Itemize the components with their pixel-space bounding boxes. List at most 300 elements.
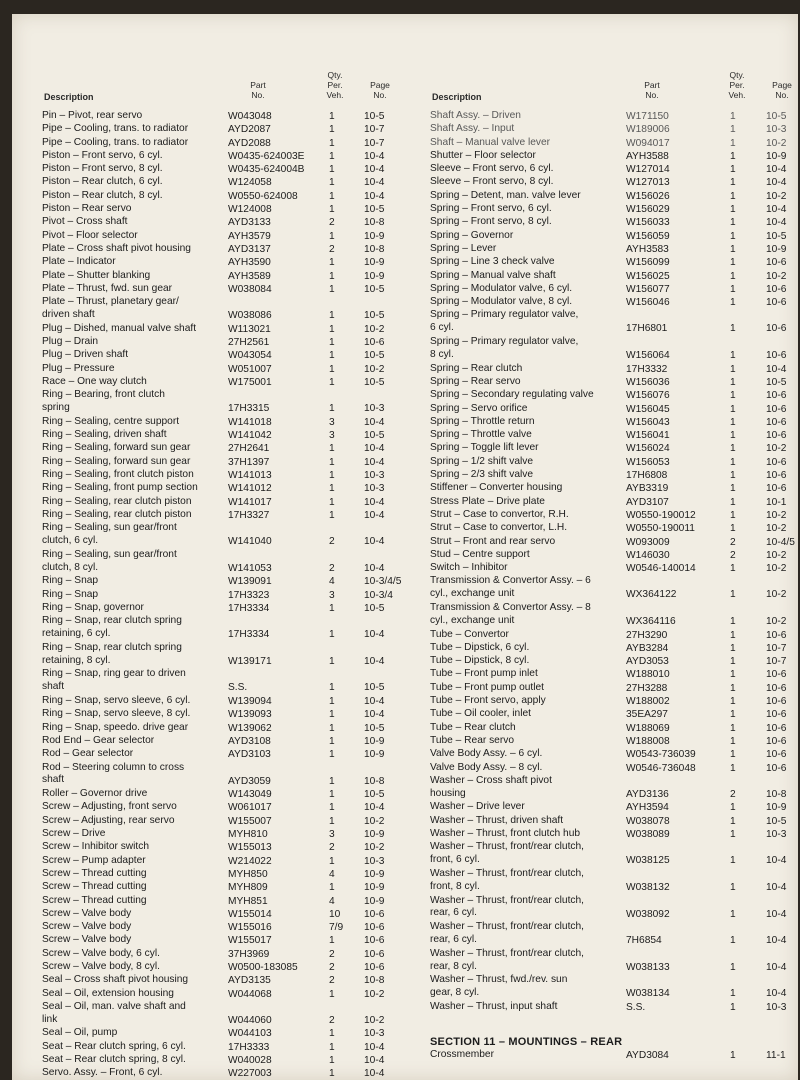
quantity: 1	[329, 1055, 335, 1067]
part-description: Roller – Governor drive	[42, 788, 148, 800]
page-number: 10-9	[364, 882, 385, 894]
page-number: 10-6	[364, 908, 385, 920]
part-description: Plate – Shutter blanking	[42, 269, 151, 281]
page-number: 10-9	[766, 243, 787, 255]
table-row	[42, 150, 414, 163]
part-number: S.S.	[626, 1001, 646, 1013]
table-row	[42, 469, 414, 482]
quantity: 3	[329, 589, 335, 601]
part-number: W038092	[626, 908, 670, 920]
part-description: Washer – Thrust, front/rear clutch, rear, 8 cyl.	[430, 947, 585, 972]
quantity: 1	[329, 709, 335, 721]
part-number: W156099	[626, 257, 670, 269]
part-description: Seal – Oil, extension housing	[42, 987, 174, 999]
quantity: 1	[730, 323, 736, 335]
page-number: 10-5	[364, 310, 385, 322]
part-description: Tube – Convertor	[430, 628, 509, 640]
table-row	[430, 642, 798, 655]
part-description: Seal – Oil, man. valve shaft and link	[42, 1000, 186, 1025]
quantity: 1	[730, 124, 736, 136]
part-description: Washer – Drive lever	[430, 801, 525, 813]
page-number: 10-6	[766, 735, 787, 747]
part-number: W038134	[626, 988, 670, 1000]
page-number: 10-6	[766, 257, 787, 269]
part-number: W113021	[228, 323, 271, 335]
table-row	[430, 948, 798, 975]
quantity: 2	[329, 1014, 335, 1026]
part-number: W038078	[626, 815, 670, 827]
table-row	[430, 442, 798, 455]
quantity: 1	[329, 749, 335, 761]
part-number: 37H1397	[228, 456, 270, 468]
quantity: 1	[730, 416, 736, 428]
part-description: Strut – Case to convertor, R.H.	[430, 508, 569, 520]
page-no-header: Page No.	[772, 80, 792, 100]
part-number: AYH3594	[626, 802, 669, 814]
table-row	[430, 868, 798, 895]
page-number: 10-6	[766, 390, 787, 402]
quantity: 1	[730, 111, 736, 122]
table-row	[42, 961, 414, 974]
table-row	[430, 722, 798, 735]
page-number: 10-2	[766, 589, 787, 601]
table-row	[430, 203, 798, 216]
section-spacer	[430, 1014, 798, 1036]
part-number: W156026	[626, 190, 670, 202]
part-number: 17H3327	[228, 509, 270, 521]
part-number: 35EA297	[626, 709, 668, 721]
part-description: Rod End – Gear selector	[42, 734, 155, 746]
part-number: AYD3103	[228, 749, 271, 761]
quantity: 1	[329, 150, 335, 162]
part-number: W0543-736039	[626, 749, 696, 761]
page-number: 10-4	[364, 416, 385, 428]
quantity: 1	[730, 815, 736, 827]
page-number: 10-4	[364, 696, 385, 708]
page-number: 10-6	[766, 709, 787, 721]
quantity: 1	[329, 735, 335, 747]
part-description: Spring – Secondary regulating valve	[430, 389, 594, 401]
page-no-header: Page No.	[370, 80, 390, 100]
page-number: 10-6	[364, 337, 385, 349]
part-description: Washer – Thrust, front/rear clutch, front, 6 cyl.	[430, 841, 585, 866]
page-number: 10-9	[766, 802, 787, 814]
page-number: 10-3	[364, 470, 385, 482]
part-description: Piston – Front servo, 6 cyl.	[42, 149, 163, 161]
quantity: 1	[730, 283, 736, 295]
table-row	[430, 296, 798, 309]
part-description: Spring – Throttle return	[430, 415, 535, 427]
part-description: Stiffener – Converter housing	[430, 482, 563, 494]
quantity: 1	[730, 137, 736, 149]
table-row	[430, 230, 798, 243]
page-number: 10-5	[364, 682, 385, 694]
table-row	[42, 974, 414, 987]
quantity: 1	[329, 855, 335, 867]
part-number: W156043	[626, 416, 670, 428]
quantity: 2	[730, 549, 736, 561]
table-row	[42, 735, 414, 748]
table-row	[42, 243, 414, 256]
quantity: 3	[329, 829, 335, 841]
part-description: Spring – Rear servo	[430, 375, 521, 387]
part-number: W044068	[228, 988, 272, 1000]
part-number: W156076	[626, 390, 670, 402]
quantity: 1	[329, 775, 335, 787]
quantity: 1	[329, 190, 335, 202]
part-description: Screw – Thread cutting	[42, 894, 147, 906]
table-row	[42, 176, 414, 189]
table-row	[430, 482, 798, 495]
page-number: 10-2	[766, 615, 787, 627]
table-row	[430, 403, 798, 416]
part-description: Screw – Adjusting, rear servo	[42, 814, 175, 826]
table-row	[430, 309, 798, 336]
quantity: 1	[329, 629, 335, 641]
table-row	[430, 137, 798, 150]
page-number: 10-9	[364, 230, 385, 242]
page-number: 10-9	[364, 257, 385, 269]
page-number: 10-2	[364, 988, 385, 1000]
part-no-header: Part No.	[250, 80, 266, 100]
part-number: W038089	[626, 829, 670, 841]
part-number: 7H6854	[626, 935, 662, 947]
part-description: Screw – Valve body	[42, 934, 132, 946]
part-number: W175001	[228, 376, 272, 388]
page-number: 10-4	[364, 496, 385, 508]
part-number: W155013	[228, 842, 272, 854]
part-description: Piston – Rear clutch, 6 cyl.	[42, 176, 163, 188]
part-number: W141017	[228, 496, 272, 508]
part-description: Screw – Pump adapter	[42, 854, 146, 866]
quantity: 3	[329, 416, 335, 428]
part-description: Ring – Snap, rear clutch spring retaining, 8 cyl.	[42, 641, 182, 666]
description-header: Description	[44, 92, 94, 102]
page-number: 10-2	[364, 815, 385, 827]
quantity: 1	[329, 509, 335, 521]
part-description: Tube – Oil cooler, inlet	[430, 708, 531, 720]
page-number: 10-2	[364, 363, 385, 375]
quantity: 1	[730, 988, 736, 1000]
qty-per-vehicle-header: Qty. Per. Veh.	[326, 70, 344, 100]
quantity: 1	[730, 257, 736, 269]
part-number: W0550-190012	[626, 509, 696, 521]
part-number: W139094	[228, 696, 272, 708]
table-row	[42, 496, 414, 509]
page-number: 10-2	[766, 190, 787, 202]
page-number: 10-4	[766, 881, 787, 893]
part-description: Seat – Rear clutch spring, 8 cyl.	[42, 1054, 186, 1066]
part-description: Washer – Thrust, front/rear clutch, front, 8 cyl.	[430, 867, 585, 892]
part-description: Tube – Rear clutch	[430, 721, 516, 733]
part-number: W139093	[228, 709, 272, 721]
table-row	[430, 522, 798, 535]
part-number: W038086	[228, 310, 272, 322]
part-number: AYD3108	[228, 735, 271, 747]
part-description: Plug – Driven shaft	[42, 349, 129, 361]
part-description: Tube – Front pump inlet	[430, 668, 538, 680]
page-number: 10-5	[766, 111, 787, 122]
page-number: 10-9	[364, 749, 385, 761]
quantity: 1	[730, 1001, 736, 1013]
page-number: 10-6	[766, 416, 787, 428]
table-row	[430, 336, 798, 363]
part-description: Plug – Pressure	[42, 362, 115, 374]
page-number: 10-3	[766, 124, 787, 136]
part-description: Valve Body Assy. – 6 cyl.	[430, 748, 543, 760]
part-description: Spring – Primary regulator valve, 8 cyl.	[430, 336, 579, 360]
page-number: 10-7	[364, 137, 385, 149]
part-description: Seal – Cross shaft pivot housing	[42, 974, 189, 986]
page-number: 10-5	[364, 602, 385, 614]
quantity: 1	[329, 337, 335, 349]
quantity: 1	[329, 722, 335, 734]
part-description: Screw – Valve body	[42, 907, 132, 919]
quantity: 1	[329, 310, 335, 322]
part-number: 17H3323	[228, 589, 270, 601]
part-number: W188010	[626, 669, 670, 681]
part-description: Ring – Snap	[42, 588, 99, 600]
quantity: 1	[730, 709, 736, 721]
part-description: Spring – Detent, man. valve lever	[430, 189, 581, 201]
part-description: Transmission & Convertor Assy. – 6 cyl., exchange unit	[430, 575, 591, 600]
quantity: 1	[730, 177, 736, 189]
quantity: 2	[329, 217, 335, 229]
part-description: Ring – Snap, speedo. drive gear	[42, 721, 189, 733]
part-description: Screw – Inhibitor switch	[42, 841, 150, 853]
table-row	[430, 708, 798, 721]
table-row	[42, 230, 414, 243]
part-number: W094017	[626, 137, 670, 149]
part-description: Washer – Thrust, input shaft	[430, 1000, 558, 1012]
part-description: Ring – Snap, governor	[42, 601, 144, 613]
part-number: W093009	[626, 536, 670, 548]
quantity: 1	[329, 1068, 335, 1080]
page-number: 10-9	[766, 150, 787, 162]
part-description: Stress Plate – Drive plate	[430, 495, 545, 507]
page-number: 10-3	[766, 829, 787, 841]
part-description: Screw – Valve body	[42, 921, 132, 933]
quantity: 1	[329, 403, 335, 415]
table-row	[42, 216, 414, 229]
part-number: W043048	[228, 111, 272, 122]
part-description: Pipe – Cooling, trans. to radiator	[42, 136, 189, 148]
right-column-header	[430, 64, 798, 114]
part-number: 27H2641	[228, 443, 270, 455]
table-row	[430, 283, 798, 296]
part-number: 17H3333	[228, 1041, 270, 1053]
page-number: 10-4	[364, 150, 385, 162]
table-row	[42, 270, 414, 283]
part-number: AYD3107	[626, 496, 669, 508]
page-number: 10-1	[766, 496, 787, 508]
quantity: 1	[730, 722, 736, 734]
part-number: 27H2561	[228, 337, 270, 349]
table-row	[42, 815, 414, 828]
part-description: Ring – Sealing, rear clutch piston	[42, 495, 192, 507]
table-row	[430, 575, 798, 602]
table-row	[42, 203, 414, 216]
quantity: 1	[329, 789, 335, 801]
part-number: W156064	[626, 350, 670, 362]
part-number: W146030	[626, 549, 670, 561]
quantity: 7/9	[329, 922, 344, 934]
part-description: Screw – Valve body, 6 cyl.	[42, 947, 160, 959]
page-number: 10-3	[364, 483, 385, 495]
table-row	[430, 123, 798, 136]
part-number: W043054	[228, 350, 272, 362]
quantity: 2	[329, 536, 335, 548]
part-description: Ring – Sealing, forward sun gear	[42, 455, 191, 467]
part-number: W124008	[228, 204, 272, 216]
quantity: 1	[329, 470, 335, 482]
page-number: 10-7	[766, 642, 787, 654]
quantity: 1	[329, 204, 335, 216]
page-number: 10-8	[364, 243, 385, 255]
part-description: Ring – Snap, servo sleeve, 8 cyl.	[42, 708, 191, 720]
quantity: 1	[730, 749, 736, 761]
part-number: MYH851	[228, 895, 268, 907]
part-number: W156025	[626, 270, 670, 282]
page-number: 10-9	[364, 735, 385, 747]
quantity: 1	[329, 1028, 335, 1040]
part-description: Screw – Drive	[42, 828, 106, 840]
part-number: W061017	[228, 802, 272, 814]
page-number: 10-4	[364, 562, 385, 574]
quantity: 1	[329, 283, 335, 295]
table-row	[42, 1027, 414, 1040]
part-description: Valve Body Assy. – 8 cyl.	[430, 761, 543, 773]
part-number: W139091	[228, 576, 272, 588]
part-number: W141042	[228, 430, 272, 442]
table-row	[42, 163, 414, 176]
quantity: 1	[730, 430, 736, 442]
part-description: Plate – Cross shaft pivot housing	[42, 242, 191, 254]
table-row	[42, 123, 414, 136]
page-number: 10-6	[766, 762, 787, 774]
part-number: W156045	[626, 403, 670, 415]
page-number: 10-6	[364, 935, 385, 947]
page-number: 10-6	[364, 962, 385, 973]
page-number: 10-4	[766, 855, 787, 867]
quantity: 2	[329, 948, 335, 960]
part-number: AYD3137	[228, 243, 271, 255]
part-number: W044060	[228, 1014, 272, 1026]
part-description: Spring – Throttle valve	[430, 429, 532, 441]
table-row	[430, 655, 798, 668]
part-number: W155014	[228, 908, 272, 920]
table-row	[42, 1041, 414, 1054]
table-row	[42, 376, 414, 389]
part-number: AYD3084	[626, 1050, 669, 1062]
page-number: 10-9	[364, 868, 385, 880]
part-description: Washer – Thrust, driven shaft	[430, 814, 564, 826]
quantity: 1	[730, 589, 736, 601]
page-number: 10-6	[766, 749, 787, 761]
part-number: W156041	[626, 430, 670, 442]
part-description: Spring – 1/2 shift valve	[430, 455, 534, 467]
table-row	[430, 775, 798, 802]
table-row	[430, 270, 798, 283]
part-number: AYD3133	[228, 217, 271, 229]
table-row	[430, 456, 798, 469]
table-row	[430, 828, 798, 841]
part-description: Spring – Rear clutch	[430, 362, 523, 374]
table-row	[42, 948, 414, 961]
page-number: 10-6	[766, 283, 787, 295]
page-number: 10-5	[766, 815, 787, 827]
part-number: W156059	[626, 230, 670, 242]
table-row	[430, 735, 798, 748]
quantity: 1	[730, 190, 736, 202]
part-number: 17H6808	[626, 470, 668, 482]
right-parts-list	[430, 110, 798, 1063]
part-description: Ring – Bearing, front clutch spring	[42, 389, 165, 414]
table-row	[42, 642, 414, 669]
table-row	[430, 429, 798, 442]
part-number: W038084	[228, 283, 272, 295]
part-description: Washer – Thrust, front/rear clutch, rear, 6 cyl.	[430, 894, 585, 919]
page-number: 10-4	[766, 988, 787, 1000]
page-number: 10-5	[364, 111, 385, 122]
quantity: 1	[329, 124, 335, 136]
part-number: 17H3334	[228, 602, 270, 614]
table-row	[42, 336, 414, 349]
part-description: Piston – Rear clutch, 8 cyl.	[42, 189, 163, 201]
quantity: 1	[329, 602, 335, 614]
part-number: W155016	[228, 922, 272, 934]
table-row	[430, 363, 798, 376]
quantity: 1	[329, 177, 335, 189]
table-row	[42, 296, 414, 323]
table-row	[42, 748, 414, 761]
page-number: 10-4	[766, 363, 787, 375]
quantity: 2	[329, 562, 335, 574]
table-row	[42, 855, 414, 868]
part-description: Piston – Rear servo	[42, 203, 132, 215]
table-row	[42, 256, 414, 269]
part-description: Spring – Manual valve shaft	[430, 269, 556, 281]
page-number: 10-4	[364, 190, 385, 202]
part-description: Spring – Front servo, 8 cyl.	[430, 216, 552, 228]
quantity: 1	[730, 350, 736, 362]
quantity: 1	[329, 696, 335, 708]
page-number: 10-6	[766, 297, 787, 309]
table-row	[430, 416, 798, 429]
quantity: 1	[329, 376, 335, 388]
page-number: 10-5	[364, 789, 385, 801]
page-number: 10-6	[766, 722, 787, 734]
page-number: 10-3	[766, 1001, 787, 1013]
table-row	[42, 589, 414, 602]
part-description: Pivot – Cross shaft	[42, 216, 128, 228]
part-description: Ring – Sealing, sun gear/front clutch, 8 cyl.	[42, 548, 177, 573]
quantity: 1	[730, 230, 736, 242]
part-description: Plate – Thrust, planetary gear/ driven shaft	[42, 296, 179, 320]
quantity: 1	[730, 656, 736, 668]
page-number: 10-2	[766, 549, 787, 561]
part-number: W141013	[228, 470, 272, 482]
table-row	[42, 1054, 414, 1067]
part-description: Crossmember	[430, 1049, 494, 1061]
part-number: W0546-140014	[626, 563, 696, 575]
table-row	[430, 496, 798, 509]
table-row	[42, 934, 414, 947]
part-description: Seat – Rear clutch spring, 6 cyl.	[42, 1040, 186, 1052]
page-number: 10-5	[364, 430, 385, 442]
quantity: 1	[730, 523, 736, 535]
part-description: Ring – Sealing, front clutch piston	[42, 469, 194, 481]
